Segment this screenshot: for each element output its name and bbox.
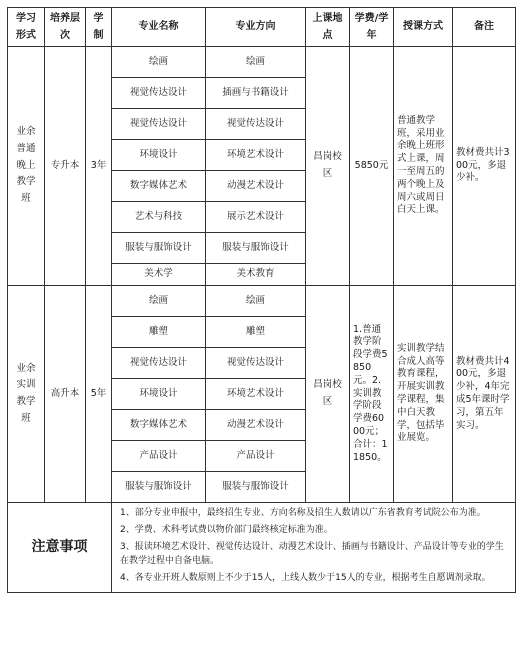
major-cell: 美术学 [112, 264, 206, 286]
enrollment-table [7, 7, 516, 593]
major-cell: 绘画 [112, 47, 206, 78]
fee-cell: 1.普通教学阶段学费5850元。2.实训教学阶段学费6000元；合计：11850。 [350, 286, 394, 503]
header-cell: 专业方向 [206, 8, 306, 47]
table-row [8, 47, 516, 78]
duration-cell: 5年 [86, 286, 112, 503]
table-row [8, 286, 516, 317]
note-item: 4、各专业开班人数原则上不少于15人，上线人数少于15人的专业，根据考生自愿调剂录取。 [120, 572, 491, 583]
direction-cell: 动漫艺术设计 [206, 410, 306, 441]
header-cell: 学制 [86, 8, 112, 47]
level-cell: 专升本 [45, 47, 86, 286]
duration-cell: 3年 [86, 47, 112, 286]
direction-cell: 插画与书籍设计 [206, 78, 306, 109]
notes-row [8, 503, 516, 593]
direction-cell: 展示艺术设计 [206, 202, 306, 233]
major-cell: 环境设计 [112, 379, 206, 410]
direction-cell: 绘画 [206, 286, 306, 317]
method-cell: 普通教学班，采用业余晚上班形式上课，周一至周五的两个晚上及周六或周日白天上课。 [394, 47, 453, 286]
study-form-cell: 业余普通晚上教学班 [8, 47, 45, 286]
direction-cell: 产品设计 [206, 441, 306, 472]
direction-cell: 环境艺术设计 [206, 379, 306, 410]
note-item: 1、部分专业申报中，最终招生专业、方向名称及招生人数请以广东省教育考试院公布为准。 [120, 508, 486, 518]
header-cell: 学费/学年 [350, 8, 394, 47]
direction-cell: 雕塑 [206, 317, 306, 348]
level-cell: 高升本 [45, 286, 86, 503]
direction-cell: 视觉传达设计 [206, 109, 306, 140]
major-cell: 雕塑 [112, 317, 206, 348]
direction-cell: 环境艺术设计 [206, 140, 306, 171]
location-cell: 昌岗校区 [306, 286, 350, 503]
direction-cell: 服装与服饰设计 [206, 472, 306, 503]
major-cell: 数字媒体艺术 [112, 410, 206, 441]
note-item: 2、学费、术科考试费以物价部门最终核定标准为准。 [120, 524, 333, 535]
note-cell: 教材费共计300元，多退少补。 [453, 47, 516, 286]
major-cell: 绘画 [112, 286, 206, 317]
major-cell: 环境设计 [112, 140, 206, 171]
header-cell: 培养层次 [45, 8, 86, 47]
header-row [8, 8, 516, 47]
direction-cell: 视觉传达设计 [206, 348, 306, 379]
major-cell: 服装与服饰设计 [112, 472, 206, 503]
major-cell: 视觉传达设计 [112, 78, 206, 109]
direction-cell: 美术教育 [206, 264, 306, 286]
direction-cell: 绘画 [206, 47, 306, 78]
header-cell: 学习形式 [8, 8, 45, 47]
notes-title: 注意事项 [8, 503, 112, 593]
major-cell: 数字媒体艺术 [112, 171, 206, 202]
method-cell: 实训教学结合成人高等教育课程，开展实训教学课程，集中白天教学，包括毕业展览。 [394, 286, 453, 503]
location-cell: 昌岗校区 [306, 47, 350, 286]
major-cell: 产品设计 [112, 441, 206, 472]
note-item: 3、报读环境艺术设计、视觉传达设计、动漫艺术设计、插画与书籍设计、产品设计等专业的学生在教学过程中自备电脑。 [120, 541, 504, 566]
major-cell: 服装与服饰设计 [112, 233, 206, 264]
header-cell: 备注 [453, 8, 516, 47]
direction-cell: 动漫艺术设计 [206, 171, 306, 202]
header-cell: 上课地点 [306, 8, 350, 47]
fee-cell: 5850元 [350, 47, 394, 286]
study-form-cell: 业余实训教学班 [8, 286, 45, 503]
header-cell: 授课方式 [394, 8, 453, 47]
header-cell: 专业名称 [112, 8, 206, 47]
note-cell: 教材费共计400元，多退少补，4年完成5年课时学习，第五年实习。 [453, 286, 516, 503]
major-cell: 视觉传达设计 [112, 348, 206, 379]
major-cell: 视觉传达设计 [112, 109, 206, 140]
direction-cell: 服装与服饰设计 [206, 233, 306, 264]
notes-list [112, 503, 516, 593]
major-cell: 艺术与科技 [112, 202, 206, 233]
